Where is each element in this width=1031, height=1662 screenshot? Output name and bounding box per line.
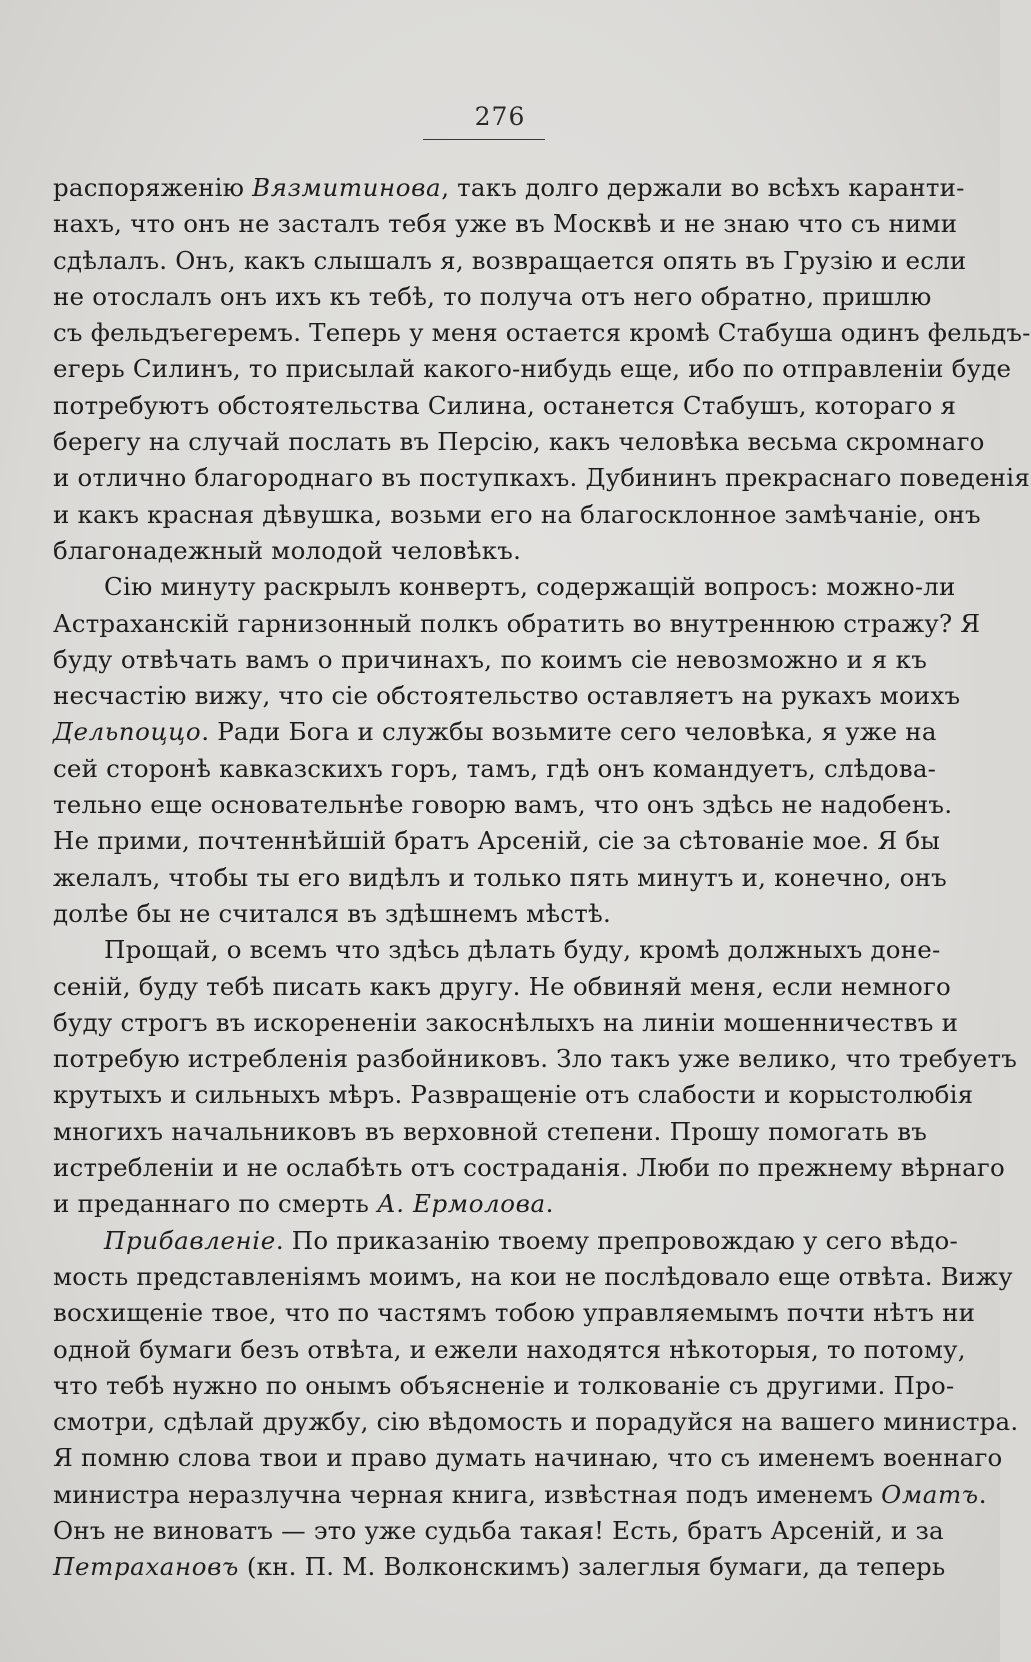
body-text bbox=[53, 170, 1031, 1586]
italic-name: А. Ермолова bbox=[377, 1189, 546, 1219]
text-run: и отлично благороднаго въ поступкахъ. Дубининъ прекраснаго поведенія bbox=[53, 463, 1030, 493]
text-run: истребленіи и не ослабѣть отъ состраданія. Люби по прежнему вѣрнаго bbox=[53, 1153, 1005, 1183]
text-run: крутыхъ и сильныхъ мѣръ. Развращеніе отъ слабости и корыстолюбія bbox=[53, 1080, 974, 1110]
text-line bbox=[53, 533, 927, 569]
text-line bbox=[53, 569, 956, 605]
text-line bbox=[53, 388, 957, 424]
text-line bbox=[53, 1150, 1005, 1186]
text-run: сей сторонѣ кавказскихъ горъ, тамъ, гдѣ онъ командуетъ, слѣдова- bbox=[53, 753, 937, 783]
text-run: и преданнаго по смерть bbox=[53, 1189, 378, 1219]
text-run: съ фельдъегеремъ. Теперь у меня остается кромѣ Стабуша одинъ фельдъ- bbox=[53, 318, 1031, 348]
text-run: благонадежный молодой человѣкъ. bbox=[53, 535, 522, 565]
text-run: сдѣлалъ. Онъ, какъ слышалъ я, возвращается опять въ Грузію и если bbox=[53, 245, 967, 275]
text-run: Астраханскій гарнизонный полкъ обратить во внутреннюю стражу? Я bbox=[53, 608, 981, 638]
text-run: восхищеніе твое, что по частямъ тобою управляемымъ почти нѣтъ ни bbox=[53, 1298, 976, 1328]
text-line bbox=[53, 1332, 966, 1368]
text-run: Онъ не виноватъ — это уже судьба такая! Есть, братъ Арсеній, и за bbox=[53, 1515, 944, 1545]
text-run: что тебѣ нужно по онымъ объясненіе и толкованіе съ другими. Про- bbox=[53, 1370, 955, 1400]
text-line bbox=[53, 787, 953, 823]
text-run: смотри, сдѣлай дружбу, сію вѣдомость и порадуйся на вашего министра. bbox=[53, 1407, 1019, 1437]
text-line bbox=[53, 315, 1031, 351]
text-run: (кн. П. М. Волконскимъ) залеглыя бумаги, да теперь bbox=[238, 1552, 946, 1582]
text-run: . Ради Бога и службы возьмите сего человѣка, я уже на bbox=[201, 717, 937, 747]
text-line bbox=[53, 932, 941, 968]
text-line bbox=[53, 1549, 946, 1585]
text-run: потребуютъ обстоятельства Силина, останется Стабушъ, котораго я bbox=[53, 390, 957, 420]
text-line bbox=[53, 460, 1030, 496]
text-line bbox=[53, 678, 961, 714]
text-line bbox=[53, 1513, 944, 1549]
text-run: министра неразлучна черная книга, извѣстная подъ именемъ bbox=[53, 1479, 882, 1509]
page-number: 276 bbox=[474, 102, 526, 131]
paragraph bbox=[53, 569, 981, 932]
page-header bbox=[0, 102, 1000, 131]
text-run: егерь Силинъ, то присылай какого-нибудь еще, ибо по отправленіи буде bbox=[53, 354, 1012, 384]
text-line bbox=[53, 714, 937, 750]
paragraph bbox=[53, 170, 1031, 569]
text-line bbox=[53, 1186, 927, 1222]
italic-name: Вязмитинова bbox=[252, 173, 442, 202]
text-run: Прощай, о всемъ что здѣсь дѣлать буду, кромѣ должныхъ доне- bbox=[104, 935, 941, 965]
text-run: распоряженію bbox=[53, 173, 253, 202]
text-line bbox=[53, 860, 947, 896]
text-run: . bbox=[545, 1189, 554, 1219]
text-line bbox=[53, 1440, 1003, 1476]
text-line bbox=[53, 1005, 959, 1041]
text-run: Сію минуту раскрылъ конвертъ, содержащій вопросъ: можно-ли bbox=[104, 572, 956, 602]
text-run: сеній, буду тебѣ писать какъ другу. Не обвиняй меня, если немного bbox=[53, 971, 951, 1001]
text-line bbox=[53, 1295, 976, 1331]
text-run: Не прими, почтеннѣйшій братъ Арсеній, сіе за сѣтованіе мое. Я бы bbox=[53, 826, 941, 856]
text-line bbox=[53, 606, 981, 642]
text-line bbox=[53, 170, 965, 206]
text-line bbox=[53, 279, 932, 315]
text-run: мость представленіямъ моимъ, на кои не послѣдовало еще отвѣта. Вижу bbox=[53, 1261, 1013, 1291]
text-run: потребую истребленія разбойниковъ. Зло такъ уже велико, что требуетъ bbox=[53, 1044, 1017, 1074]
italic-name: Дельпоццо bbox=[53, 717, 202, 747]
text-line bbox=[53, 351, 1012, 387]
text-run: буду отвѣчать вамъ о причинахъ, по коимъ сіе невозможно и я къ bbox=[53, 644, 927, 674]
text-line bbox=[53, 751, 937, 787]
text-run: нахъ, что онъ не засталъ тебя уже въ Москвѣ и не знаю что съ ними bbox=[53, 209, 958, 239]
text-line bbox=[53, 206, 958, 242]
text-line bbox=[53, 1368, 955, 1404]
text-line bbox=[53, 1404, 1019, 1440]
text-line bbox=[53, 642, 927, 678]
text-line bbox=[53, 896, 927, 932]
text-run: желалъ, чтобы ты его видѣлъ и только пять минутъ и, конечно, онъ bbox=[53, 862, 947, 892]
text-run: тельно еще основательнѣе говорю вамъ, что онъ здѣсь не надобенъ. bbox=[53, 790, 953, 820]
italic-name: Прибавленіе bbox=[104, 1225, 276, 1255]
text-run: многихъ начальниковъ въ верховной степени. Прошу помогать въ bbox=[53, 1116, 927, 1146]
text-line bbox=[53, 1077, 974, 1113]
text-run: не отослалъ онъ ихъ къ тебѣ, то получа отъ него обратно, пришлю bbox=[53, 281, 932, 311]
text-line bbox=[53, 497, 981, 533]
text-run: . По приказанію твоему препровождаю у сего вѣдо- bbox=[275, 1225, 958, 1255]
text-run: , такъ долго держали во всѣхъ каранти- bbox=[441, 173, 965, 202]
paragraph bbox=[53, 932, 1017, 1222]
text-run: берегу на случай послать въ Персію, какъ человѣка весьма скромнаго bbox=[53, 427, 985, 457]
paragraph bbox=[53, 1223, 1019, 1586]
text-line bbox=[53, 1041, 1017, 1077]
text-line bbox=[53, 1114, 927, 1150]
text-run: несчастію вижу, что сіе обстоятельство оставляетъ на рукахъ моихъ bbox=[53, 681, 961, 711]
text-run: Я помню слова твои и право думать начинаю, что съ именемъ военнаго bbox=[53, 1443, 1003, 1473]
italic-name: Петрахановъ bbox=[53, 1552, 239, 1582]
text-line bbox=[53, 1259, 1013, 1295]
text-line bbox=[53, 424, 985, 460]
text-line bbox=[53, 823, 941, 859]
text-line bbox=[53, 1477, 987, 1513]
text-run: . bbox=[978, 1479, 987, 1509]
text-line bbox=[53, 1223, 958, 1259]
text-line bbox=[53, 243, 967, 279]
text-run: буду строгъ въ искорененіи закоснѣлыхъ на линіи мошенничествъ и bbox=[53, 1007, 959, 1037]
text-run: и какъ красная дѣвушка, возьми его на благосклонное замѣчаніе, онъ bbox=[53, 499, 981, 529]
header-rule bbox=[423, 139, 545, 140]
text-line bbox=[53, 969, 951, 1005]
text-run: долѣе бы не считался въ здѣшнемъ мѣстѣ. bbox=[53, 898, 611, 928]
italic-name: Оматъ bbox=[881, 1479, 979, 1509]
text-run: одной бумаги безъ отвѣта, и ежели находятся нѣкоторыя, то потому, bbox=[53, 1334, 966, 1364]
